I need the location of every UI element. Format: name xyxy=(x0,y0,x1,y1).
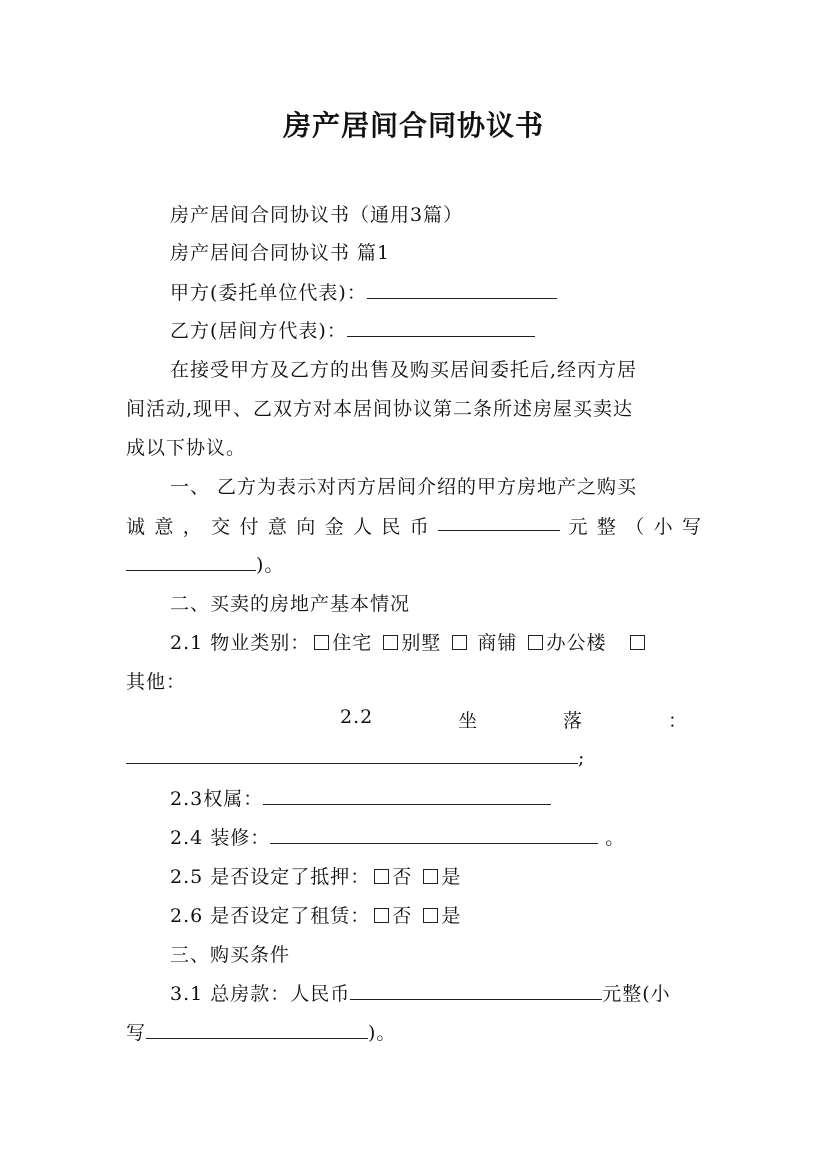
ownership-blank[interactable] xyxy=(263,786,551,805)
checkbox-mortgage-yes[interactable] xyxy=(423,869,438,884)
party-b-label: 乙方(居间方代表)： xyxy=(170,320,347,342)
text: ： xyxy=(667,710,688,732)
location-blank[interactable] xyxy=(126,745,578,764)
option-label: 是 xyxy=(441,866,462,888)
char: 小 xyxy=(653,516,674,538)
checkbox-mortgage-no[interactable] xyxy=(374,869,389,884)
lease-line xyxy=(170,901,702,928)
char: 币 xyxy=(409,516,430,538)
checkbox-lease-yes[interactable] xyxy=(423,908,438,923)
checkbox-other[interactable] xyxy=(630,635,645,650)
char: 付 xyxy=(239,516,260,538)
text: 写 xyxy=(126,1022,147,1044)
decoration-label: 2.4 装修： xyxy=(170,827,271,849)
char: 民 xyxy=(381,516,402,538)
text: )。 xyxy=(256,554,285,576)
section-two-heading: 二、买卖的房地产基本情况 xyxy=(170,593,411,615)
section-three-heading: 三、购买条件 xyxy=(170,944,291,966)
text: 。 xyxy=(598,827,626,849)
deposit-lowercase-line xyxy=(126,550,702,577)
ownership-label: 2.3权属： xyxy=(170,788,264,810)
option-label: 住宅 xyxy=(332,632,373,654)
text: 元整(小 xyxy=(602,983,671,1005)
total-price-line xyxy=(170,979,702,1006)
mortgage-line xyxy=(170,862,702,889)
text: ; xyxy=(578,747,586,769)
party-a-label: 甲方(委托单位代表)： xyxy=(170,282,367,304)
char: 元 xyxy=(568,516,589,538)
location-line xyxy=(340,706,688,733)
subtitle-line: 房产居间合同协议书（通用3篇） xyxy=(170,204,464,226)
text: 坐 xyxy=(458,710,479,732)
clause-one-justified-line xyxy=(126,512,702,539)
property-type-other: 其他： xyxy=(126,671,187,693)
property-type-line xyxy=(170,628,702,655)
option-label: 否 xyxy=(392,866,413,888)
party-b-line xyxy=(170,316,702,343)
deposit-lowercase-blank[interactable] xyxy=(126,552,256,571)
party-b-blank[interactable] xyxy=(347,318,535,337)
char: 金 xyxy=(324,516,345,538)
checkbox-office[interactable] xyxy=(528,635,543,650)
clause-one-line: 一、 乙方为表示对丙方居间介绍的甲方房地产之购买 xyxy=(170,476,638,498)
char: 诚 xyxy=(126,516,147,538)
property-type-label: 2.1 物业类别： xyxy=(170,632,311,654)
char: 人 xyxy=(353,516,374,538)
ownership-line xyxy=(170,784,702,811)
option-label: 商铺 xyxy=(470,632,518,654)
lease-label: 2.6 是否设定了租赁： xyxy=(170,905,371,927)
char: 交 xyxy=(211,516,232,538)
option-label: 别墅 xyxy=(401,632,442,654)
char: 写 xyxy=(681,516,702,538)
option-label: 是 xyxy=(441,905,462,927)
char: ， xyxy=(182,516,203,538)
paragraph-line: 在接受甲方及乙方的出售及购买居间委托后,经丙方居 xyxy=(170,359,638,381)
char: 向 xyxy=(296,516,317,538)
total-price-label: 3.1 总房款：人民币 xyxy=(170,983,351,1005)
total-price-blank[interactable] xyxy=(350,981,602,1000)
option-label: 办公楼 xyxy=(546,632,607,654)
decoration-line xyxy=(170,823,702,850)
char: （ xyxy=(625,516,646,538)
party-a-line xyxy=(170,278,702,305)
option-label: 否 xyxy=(392,905,413,927)
checkbox-shop[interactable] xyxy=(452,635,467,650)
paragraph-line: 间活动,现甲、乙双方对本居间协议第二条所述房屋买卖达 xyxy=(126,398,634,420)
mortgage-label: 2.5 是否设定了抵押： xyxy=(170,866,371,888)
party-a-blank[interactable] xyxy=(367,280,557,299)
deposit-amount-blank[interactable] xyxy=(438,512,560,531)
text: 2.2 xyxy=(340,706,374,728)
location-blank-line xyxy=(126,745,702,769)
decoration-blank[interactable] xyxy=(270,825,598,844)
checkbox-lease-no[interactable] xyxy=(374,908,389,923)
checkbox-villa[interactable] xyxy=(383,635,398,650)
section-heading: 房产居间合同协议书 篇1 xyxy=(170,242,391,264)
char: 整 xyxy=(596,516,617,538)
text: )。 xyxy=(368,1022,397,1044)
text: 落 xyxy=(563,710,584,732)
checkbox-residence[interactable] xyxy=(314,635,329,650)
char: 意 xyxy=(267,516,288,538)
total-price-lowercase-line xyxy=(126,1018,702,1045)
document-title: 房产居间合同协议书 xyxy=(282,109,544,142)
total-price-lowercase-blank[interactable] xyxy=(146,1020,368,1039)
char: 意 xyxy=(154,516,175,538)
paragraph-line: 成以下协议。 xyxy=(126,437,247,459)
